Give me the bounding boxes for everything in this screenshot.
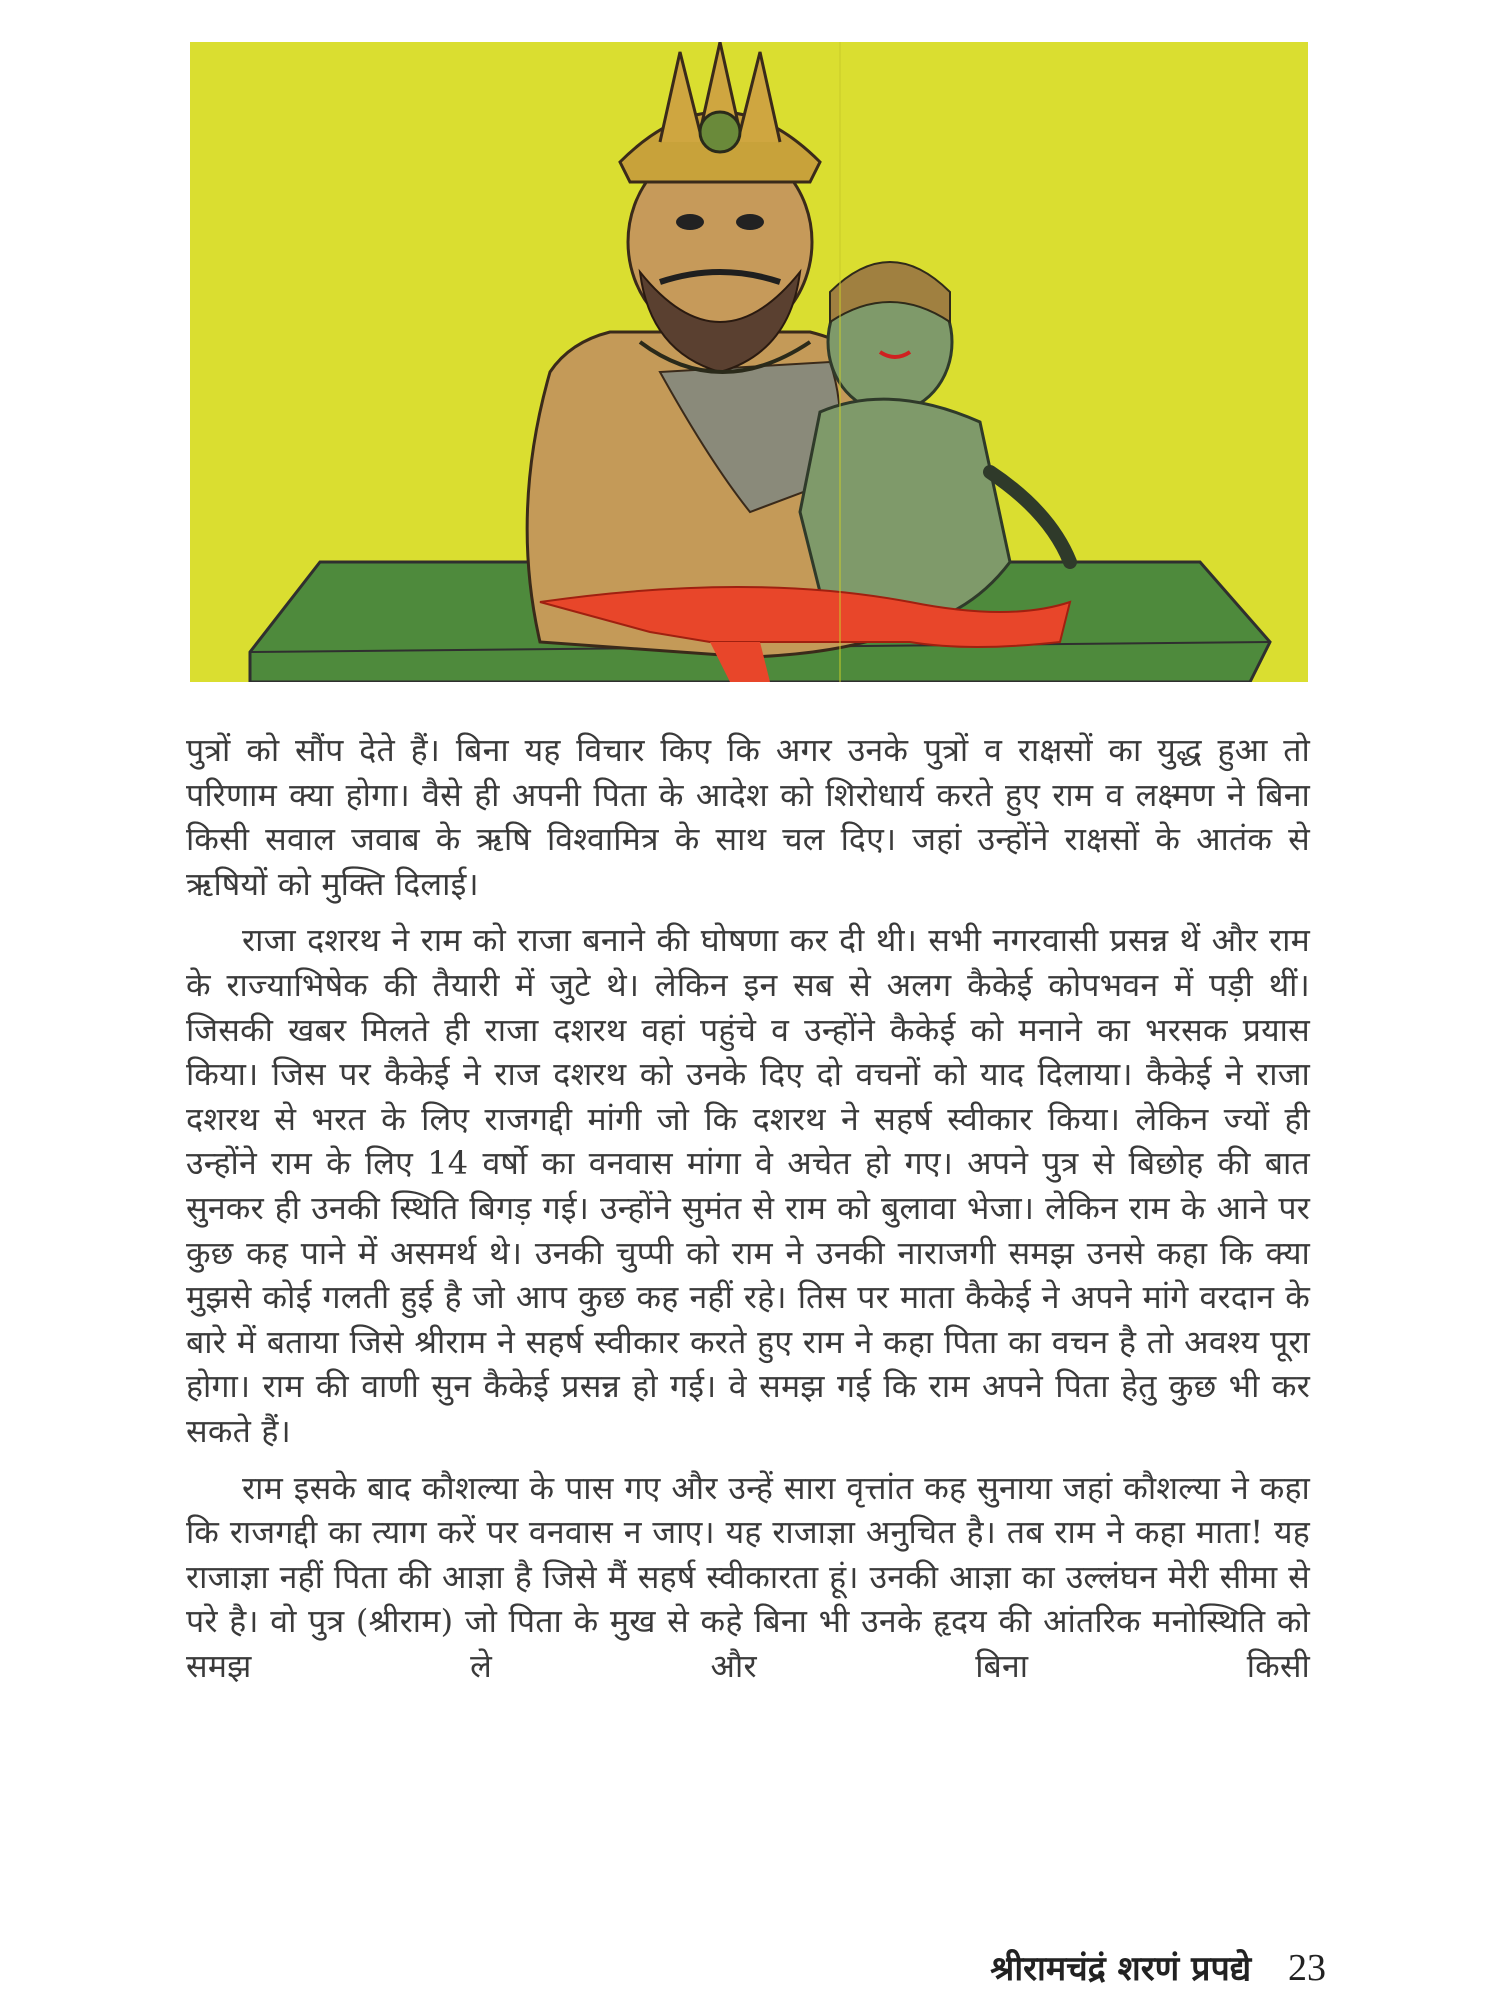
page-footer [990,1944,1326,1990]
page-number: 23 [1288,1947,1326,1989]
running-title: श्रीरामचंद्रं शरणं प्रपद्ये [990,1949,1252,1989]
body-text [186,728,1310,1688]
paragraph-2: राजा दशरथ ने राम को राजा बनाने की घोषणा कर दी थी। सभी नगरवासी प्रसन्न थें और राम के राज्याभिषेक की तैयारी में जुटे थे। लेकिन इन सब से अलग कैकेई कोपभवन में पड़ी थीं। जिसकी खबर मिलते ही राजा दशरथ वहां पहुंचे व उन्होंने कैकेई को मनाने का भरसक प्रयास किया। जिस पर कैकेई ने राज दशरथ को उनके दिए दो वचनों को याद दिलाया। कैकेई ने राजा दशरथ से भरत के लिए राजगद्दी मांगी जो कि दशरथ ने सहर्ष स्वीकार किया। लेकिन ज्यों ही उन्होंने राम के लिए 14 वर्षो का वनवास मांगा वे अचेत हो गए। अपने पुत्र से बिछोह की बात सुनकर ही उनकी स्थिति बिगड़ गई। उन्होंने सुमंत से राम को बुलावा भेजा। लेकिन राम के आने पर कुछ कह पाने में असमर्थ थे। उनकी चुप्पी को राम ने उनकी नाराजगी समझ उनसे कहा कि क्या मुझसे कोई गलती हुई है जो आप कुछ कह नहीं रहे। तिस पर माता कैकेई ने अपने मांगे वरदान के बारे में बताया जिसे श्रीराम ने सहर्ष स्वीकार करते हुए राम ने कहा पिता का वचन है तो अवश्य पूरा होगा। राम की वाणी सुन कैकेई प्रसन्न हो गई। वे समझ गई कि राम अपने पिता हेतु कुछ भी कर सकते हैं। [186,921,1310,1450]
illustration [190,42,1308,682]
paragraph-3: राम इसके बाद कौशल्या के पास गए और उन्हें सारा वृत्तांत कह सुनाया जहां कौशल्या ने कहा कि राजगद्दी का त्याग करें पर वनवास न जाए। यह राजाज्ञा अनुचित है। तब राम ने कहा माता! यह राजाज्ञा नहीं पिता की आज्ञा है जिसे मैं सहर्ष स्वीकारता हूं। उनकी आज्ञा का उल्लंघन मेरी सीमा से परे है। वो पुत्र (श्रीराम) जो पिता के मुख से कहे बिना भी उनके हृदय की आंतरिक मनोस्थिति को समझ ले और बिना किसी [186,1468,1310,1685]
paragraph-1: पुत्रों को सौंप देते हैं। बिना यह विचार किए कि अगर उनके पुत्रों व राक्षसों का युद्ध हुआ तो परिणाम क्या होगा। वैसे ही अपनी पिता के आदेश को शिरोधार्य करते हुए राम व लक्ष्मण ने बिना किसी सवाल जवाब के ऋषि विश्वामित्र के साथ चल दिए। जहां उन्होंने राक्षसों के आतंक से ऋषियों को मुक्ति दिलाई। [186,731,1310,903]
king-and-child-drawing [190,42,1308,682]
